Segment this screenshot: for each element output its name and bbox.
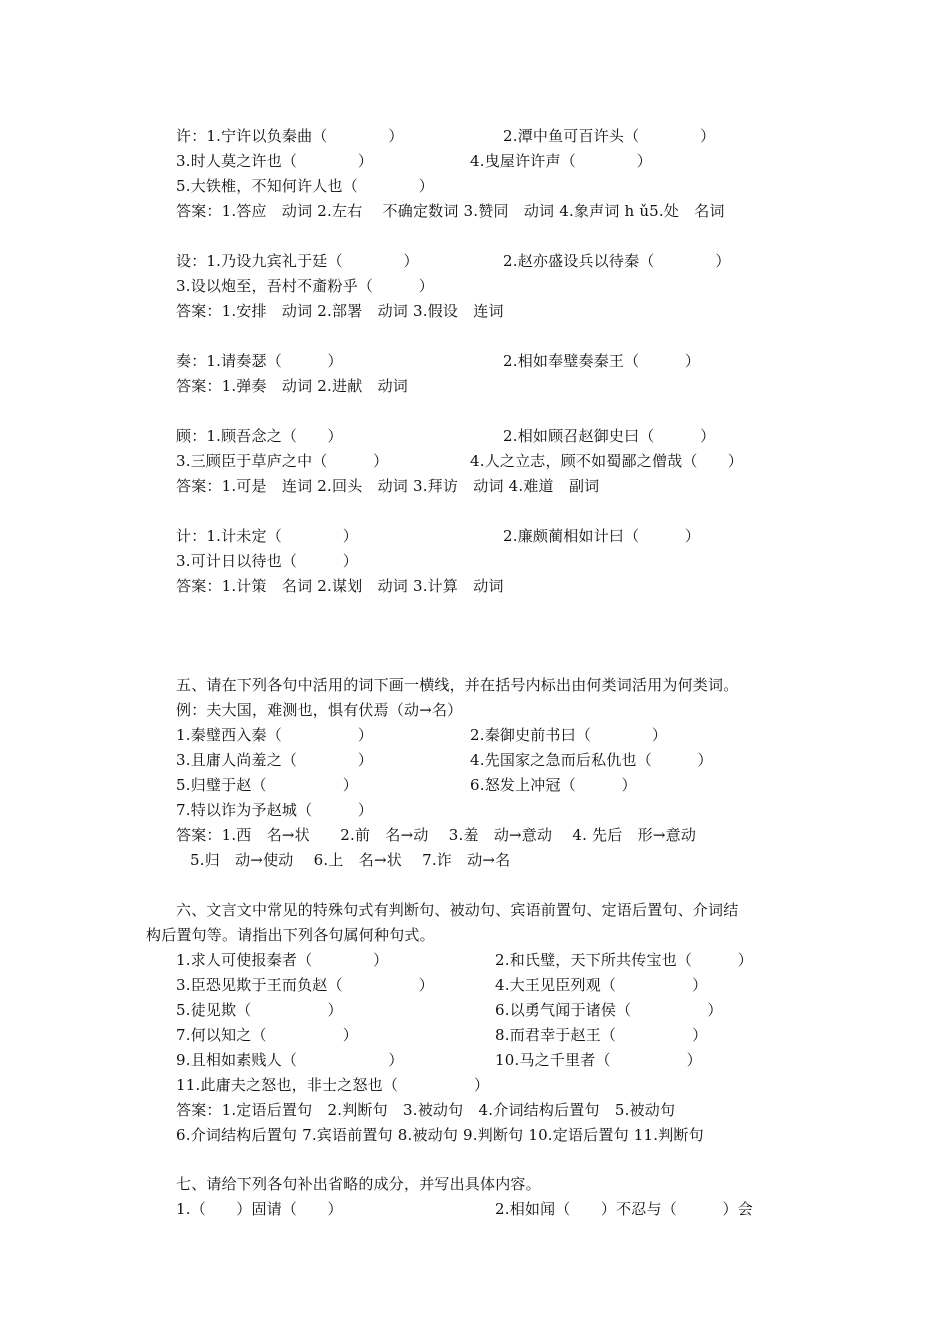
s6-item-10: 10.马之千里者（ ） [495,1051,702,1069]
s6-item-5: 5.徒见欺（ ） [176,1001,343,1019]
s5-item-3: 3.且庸人尚羞之（ ） [176,751,374,769]
s5-item-2: 2.秦御史前书曰（ ） [470,726,668,744]
xu-item-4: 4.曳屋许许声（ ） [470,152,652,170]
gu-item-3: 3.三顾臣于草庐之中（ ） [176,452,389,470]
xu-item-5: 5.大铁椎，不知何许人也（ ） [176,177,434,195]
s6-item-7: 7.何以知之（ ） [176,1026,358,1044]
she-item-1: 设：1.乃设九宾礼于廷（ ） [176,252,419,270]
s5-item-1: 1.秦璧西入秦（ ） [176,726,374,744]
s7-item-2: 2.相如闻（ ）不忍与（ ）会 [495,1200,753,1218]
s5-item-6: 6.怒发上冲冠（ ） [470,776,637,794]
gu-item-1: 顾：1.顾吾念之（ ） [176,427,343,445]
s6-item-6: 6.以勇气闻于诸侯（ ） [495,1001,723,1019]
gu-item-4: 4.人之立志，顾不如蜀鄙之僧哉（ ） [470,452,744,470]
xu-item-3: 3.时人莫之许也（ ） [176,152,374,170]
s5-item-5: 5.归璧于赵（ ） [176,776,358,794]
s7-item-1: 1.（ ）固请（ ） [176,1200,343,1218]
ji-item-3: 3.可计日以待也（ ） [176,552,358,570]
she-item-2: 2.赵亦盛设兵以待秦（ ） [503,252,731,270]
xu-item-1: 许：1.宁许以负秦曲（ ） [176,127,404,145]
s6-item-1: 1.求人可使报秦者（ ） [176,951,389,969]
xu-item-2: 2.潭中鱼可百许头（ ） [503,127,716,145]
ji-item-2: 2.廉颇蔺相如计曰（ ） [503,527,701,545]
zou-item-1: 奏：1.请奏瑟（ ） [176,352,343,370]
document-page: 许：1.宁许以负秦曲（ ） 2.潭中鱼可百许头（ ） 3.时人莫之许也（ ） 4.曳屋许许声（ ） 5.大铁椎，不知何许人也（ ） 答案：1.答应 动词 2.左右 不确定数词 3.赞同 动词 4.象声词 h ǔ5.处 名词 设：1.乃设九宾礼于廷（ ） 2.赵亦盛设兵以待秦（ ） 3.设以炮至，吾村不齑粉乎（ ） 答案：1.安排 动词 2.部署 动词 3.假设 连词 奏：1.请奏瑟（ ） 2.相如奉璧奏秦王（ ） 答案：1.弹奏 动词 2.进献 动词 顾：1.顾吾念之（ ） 2.相如顾召赵御史曰（ ） 3.三顾臣于草庐之中（ ） 4.人之立志，顾不如蜀鄙之僧哉（ ） 答案：1.可是 连词 2.回头 动词 3.拜访 动词 4.难道 副词 计：1.计未定（ ） 2.廉颇蔺相如计曰（ ） 3.可计日以待也（ ） 答案：1.计策 名词 2.谋划 动词 3.计算 动词 五、请在下列各句中活用的词下画一横线，并在括号内标出由何类词活用为何类词。 例：夫大国，难测也，惧有伏焉（动→名） 1.秦璧西入秦（ ） 2.秦御史前书曰（ ） 3.且庸人尚羞之（ ） 4.先国家之急而后私仇也（ ） 5.归璧于赵（ ） 6.怒发上冲冠（ ） 7.特以诈为予赵城（ ） 答案：1.西 名→状 2.前 名→动 3.羞 动→意动 4. 先后 形→意动 5.归 动→使动 6.上 名→状 7.诈 动→名 六、文言文中常见的特殊句式有判断句、被动句、宾语前置句、定语后置句、介词结 构后置句等。请指出下列各句属何种句式。 1.求人可使报秦者（ ） 2.和氏璧，天下所共传宝也（ ） 3.臣恐见欺于王而负赵（ ） 4.大王见臣列观（ ） 5.徒见欺（ ） 6.以勇气闻于诸侯（ ） 7.何以知之（ ） 8.而君幸于赵王（ ） 9.且相如素贱人（ ） 10.马之千里者（ ） 11.此庸夫之怒也，非士之怒也（ ） 答案：1.定语后置句 2.判断句 3.被动句 4.介词结构后置句 5.被动句 6.介词结构后置句 7.宾语前置句 8.被动句 9.判断句 10.定语后置句 11.判断句 七、请给下列各句补出省略的成分，并写出具体内容。 1.（ ）固请（ ） 2.相如闻（ ）不忍与（ ）会 [0,0,950,1344]
s6-item-2: 2.和氏璧，天下所共传宝也（ ） [495,951,753,969]
she-item-3: 3.设以炮至，吾村不齑粉乎（ ） [176,277,434,295]
s6-item-9: 9.且相如素贱人（ ） [176,1051,404,1069]
s5-item-7: 7.特以诈为予赵城（ ） [176,801,374,819]
s6-item-3: 3.臣恐见欺于王而负赵（ ） [176,976,434,994]
s5-item-4: 4.先国家之急而后私仇也（ ） [470,751,713,769]
ji-item-1: 计：1.计未定（ ） [176,527,358,545]
zou-item-2: 2.相如奉璧奏秦王（ ） [503,352,701,370]
s6-item-4: 4.大王见臣列观（ ） [495,976,708,994]
s6-item-8: 8.而君幸于赵王（ ） [495,1026,708,1044]
gu-item-2: 2.相如顾召赵御史曰（ ） [503,427,716,445]
s6-item-11: 11.此庸夫之怒也，非士之怒也（ ） [176,1076,490,1094]
